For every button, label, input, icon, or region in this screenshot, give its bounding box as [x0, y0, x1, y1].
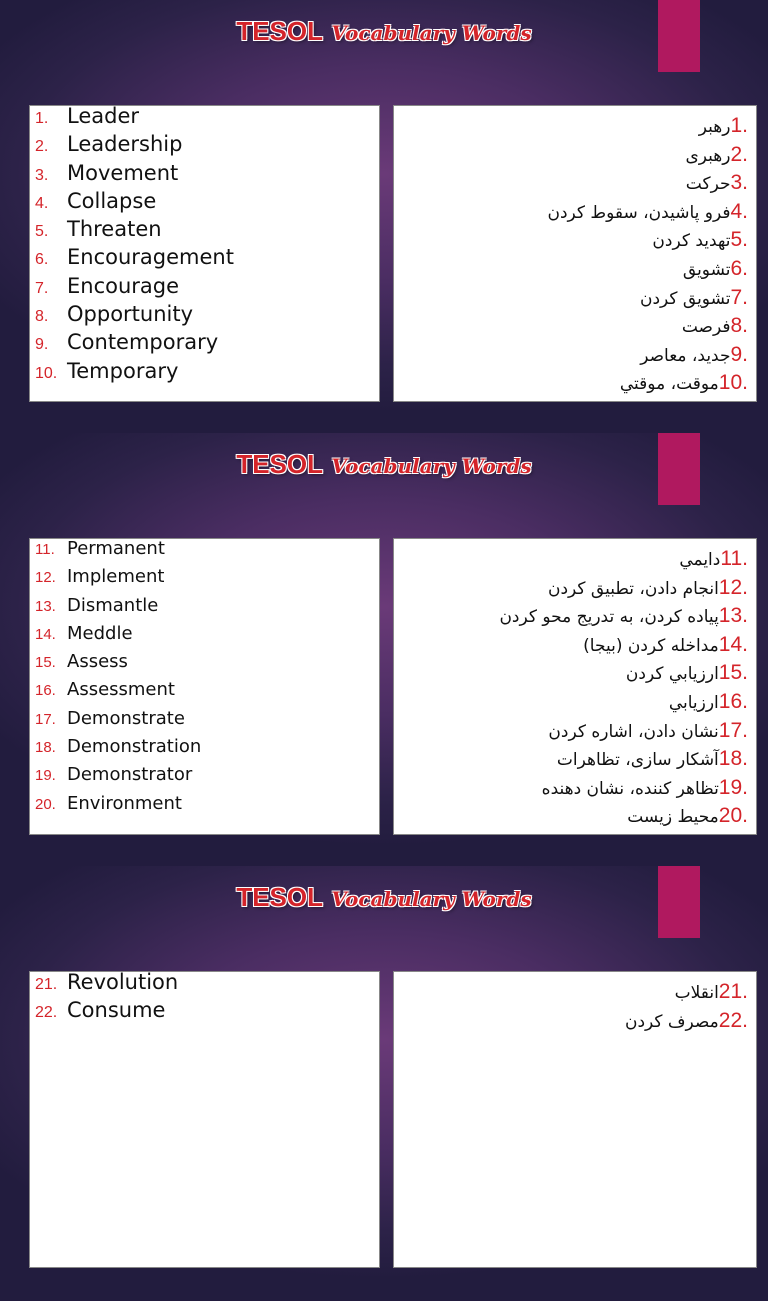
item-number: 5.: [35, 223, 49, 241]
item-number: 2.: [35, 138, 49, 156]
persian-word: محیط زیست: [627, 807, 719, 828]
item-number: 13.: [35, 597, 56, 615]
persian-word: انجام دادن، تطبیق کردن: [547, 578, 719, 599]
english-word-item: [30, 300, 379, 328]
english-word-item: [30, 357, 379, 385]
persian-word-item: [394, 802, 756, 831]
item-number: 14.: [718, 632, 748, 656]
slide-1: [0, 0, 768, 435]
item-number: 11.: [35, 541, 55, 558]
item-number: 21.: [718, 980, 748, 1003]
persian-word-item: [394, 226, 756, 255]
persian-word: فرو پاشیدن، سقوط کردن: [547, 202, 731, 223]
english-word: Encourage: [67, 273, 180, 298]
english-word: Permanent: [67, 538, 165, 559]
english-word-item: [30, 996, 379, 1024]
persian-word-item: [394, 717, 756, 746]
english-word: Meddle: [67, 622, 133, 644]
english-word-item: [30, 105, 379, 130]
item-number: 19.: [718, 775, 748, 799]
persian-word: رهبر: [698, 117, 731, 137]
persian-word: ارزیابي: [668, 692, 719, 713]
english-word: Temporary: [67, 358, 179, 383]
english-word: Leader: [67, 105, 140, 128]
persian-word: جدید، معاصر: [640, 345, 731, 366]
item-number: 12.: [35, 569, 56, 587]
persian-word-box: [393, 105, 757, 402]
item-number: 4.: [730, 199, 748, 223]
persian-word-item: [394, 545, 756, 574]
title-tesol: TESOL: [236, 16, 323, 46]
english-word-item: [30, 620, 379, 648]
english-word: Environment: [67, 792, 182, 814]
slide-2: [0, 433, 768, 868]
item-number: 8.: [730, 314, 748, 338]
english-word-item: [30, 187, 379, 215]
item-number: 10.: [718, 371, 748, 395]
persian-word-item: [394, 369, 756, 398]
persian-word-item: [394, 978, 756, 1007]
title-tesol: TESOL: [236, 882, 323, 912]
persian-word: دایمي: [679, 550, 721, 570]
slide-title: [0, 16, 768, 47]
item-number: 17.: [718, 718, 748, 742]
persian-word: نشان دادن، اشاره کردن: [548, 721, 719, 742]
english-word: Encouragement: [67, 245, 234, 270]
english-word-item: [30, 328, 379, 356]
persian-word: آشکار سازی، تظاهرات: [556, 750, 719, 771]
persian-word-box: [393, 538, 757, 835]
english-word-list: [30, 971, 379, 1025]
title-tesol: TESOL: [236, 449, 323, 479]
item-number: 8.: [35, 308, 49, 326]
item-number: 11.: [720, 547, 748, 570]
persian-word-item: [394, 774, 756, 803]
item-number: 18.: [35, 739, 56, 757]
persian-word-item: [394, 688, 756, 717]
english-word: Leadership: [67, 132, 183, 157]
accent-bar: [658, 0, 700, 72]
item-number: 18.: [718, 747, 748, 771]
english-word: Threaten: [67, 217, 162, 242]
english-word-item: [30, 159, 379, 187]
english-word: Assessment: [67, 679, 175, 701]
english-word-item: [30, 243, 379, 271]
english-word-item: [30, 705, 379, 733]
persian-word: انقلاب: [674, 983, 719, 1003]
persian-word: مداخله کردن (بیجا): [583, 635, 719, 656]
persian-word: تشویق کردن: [639, 288, 731, 309]
persian-word: ارزیابي کردن: [625, 664, 719, 685]
persian-word-item: [394, 1007, 756, 1036]
persian-word: فرصت: [681, 317, 731, 338]
english-word: Demonstrator: [67, 764, 193, 786]
item-number: 3.: [35, 166, 49, 184]
english-word-item: [30, 790, 379, 818]
slide-title: [0, 449, 768, 480]
english-word-item: [30, 215, 379, 243]
item-number: 15.: [718, 661, 748, 685]
item-number: 1.: [730, 114, 748, 137]
item-number: 22.: [718, 1008, 748, 1032]
english-word-list: [30, 538, 379, 818]
english-word: Assess: [67, 651, 128, 673]
english-word: Revolution: [67, 971, 179, 994]
persian-word-item: [394, 112, 756, 141]
item-number: 2.: [730, 142, 748, 166]
title-vocabulary-words: Vocabulary Words: [331, 21, 532, 45]
slide-3: [0, 866, 768, 1301]
english-word-item: [30, 272, 379, 300]
title-vocabulary-words: Vocabulary Words: [331, 454, 532, 478]
english-word-item: [30, 733, 379, 761]
english-word: Movement: [67, 160, 179, 185]
item-number: 7.: [730, 285, 748, 309]
item-number: 6.: [35, 251, 49, 269]
persian-word-item: [394, 745, 756, 774]
item-number: 9.: [730, 342, 748, 366]
accent-bar: [658, 866, 700, 938]
persian-word-item: [394, 341, 756, 370]
persian-word: مصرف کردن: [625, 1011, 719, 1032]
item-number: 16.: [718, 689, 748, 713]
persian-word-item: [394, 284, 756, 313]
english-word: Collapse: [67, 188, 157, 213]
accent-bar: [658, 433, 700, 505]
english-word: Demonstration: [67, 736, 202, 758]
persian-word: موقت، موقتي: [619, 374, 719, 395]
english-word: Opportunity: [67, 302, 194, 327]
english-word-item: [30, 130, 379, 158]
persian-word-list: [394, 972, 756, 1035]
persian-word: پیاده کردن، به تدریج محو کردن: [499, 607, 719, 628]
item-number: 21.: [35, 976, 58, 993]
english-word: Consume: [67, 998, 166, 1023]
persian-word: رهبری: [685, 145, 731, 166]
item-number: 9.: [35, 336, 49, 354]
english-word-box: [29, 538, 380, 835]
persian-word-item: [394, 659, 756, 688]
english-word: Demonstrate: [67, 707, 185, 729]
persian-word: تشویق: [682, 259, 731, 280]
item-number: 19.: [35, 767, 56, 785]
persian-word-list: [394, 539, 756, 831]
item-number: 7.: [35, 279, 49, 297]
english-word-item: [30, 761, 379, 789]
item-number: 12.: [718, 575, 748, 599]
persian-word-item: [394, 141, 756, 170]
english-word-item: [30, 563, 379, 591]
item-number: 10.: [35, 364, 58, 382]
persian-word-item: [394, 574, 756, 603]
persian-word: تهدید کردن: [652, 231, 731, 252]
item-number: 1.: [35, 110, 49, 127]
english-word-item: [30, 676, 379, 704]
item-number: 15.: [35, 654, 56, 672]
english-word: Implement: [67, 566, 165, 588]
item-number: 13.: [718, 604, 748, 628]
persian-word: تظاهر کننده، نشان دهنده: [541, 778, 719, 799]
english-word-item: [30, 648, 379, 676]
english-word-item: [30, 971, 379, 996]
english-word-item: [30, 592, 379, 620]
persian-word: حرکت: [685, 174, 731, 195]
persian-word-item: [394, 602, 756, 631]
item-number: 6.: [730, 256, 748, 280]
persian-word-item: [394, 169, 756, 198]
persian-word-list: [394, 106, 756, 398]
persian-word-item: [394, 198, 756, 227]
english-word: Dismantle: [67, 594, 159, 616]
persian-word-item: [394, 255, 756, 284]
item-number: 14.: [35, 625, 56, 643]
item-number: 20.: [718, 804, 748, 828]
item-number: 17.: [35, 710, 56, 728]
item-number: 3.: [730, 171, 748, 195]
item-number: 22.: [35, 1004, 58, 1022]
english-word-box: [29, 971, 380, 1268]
persian-word-item: [394, 631, 756, 660]
english-word-item: [30, 538, 379, 563]
persian-word-item: [394, 312, 756, 341]
item-number: 20.: [35, 795, 56, 813]
item-number: 16.: [35, 682, 56, 700]
title-vocabulary-words: Vocabulary Words: [331, 887, 532, 911]
english-word-list: [30, 105, 379, 385]
english-word: Contemporary: [67, 330, 219, 355]
persian-word-box: [393, 971, 757, 1268]
english-word-box: [29, 105, 380, 402]
item-number: 4.: [35, 194, 49, 212]
item-number: 5.: [730, 228, 748, 252]
slide-title: [0, 882, 768, 913]
